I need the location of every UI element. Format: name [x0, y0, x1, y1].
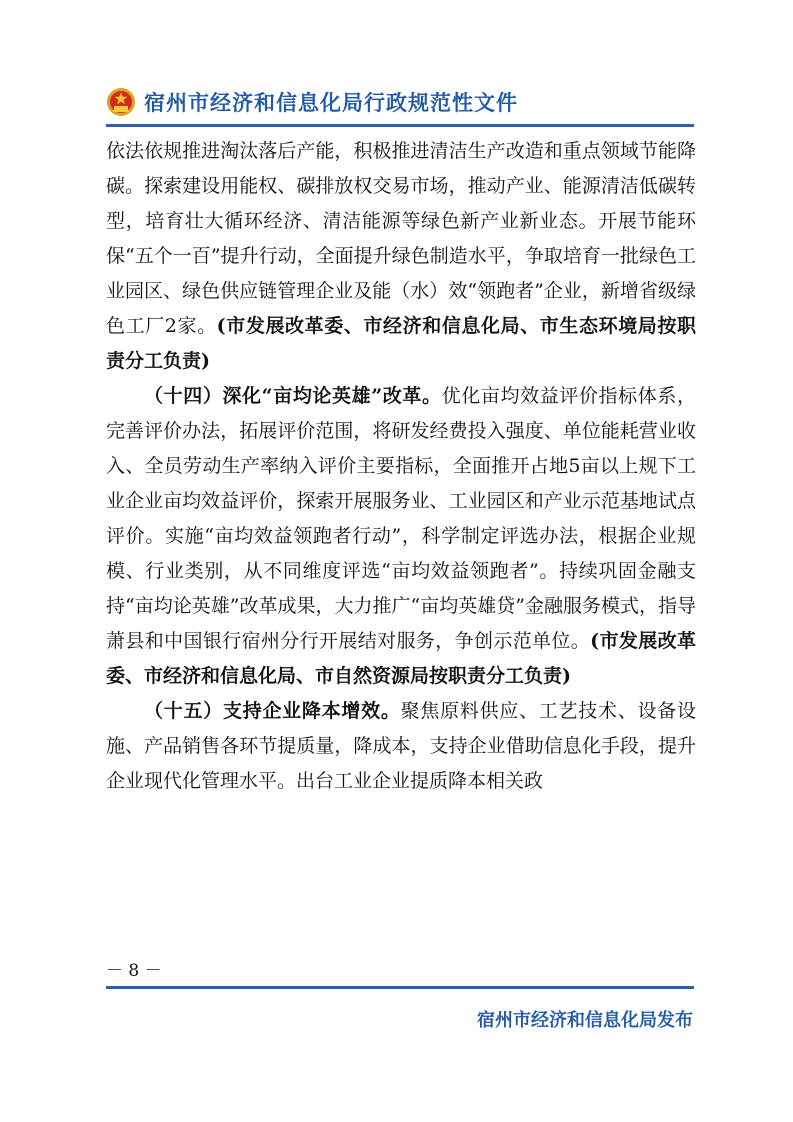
- header-divider: [106, 124, 694, 127]
- paragraph-1: [106, 134, 696, 379]
- page-header: [106, 84, 706, 120]
- paragraph-1-responsibility: (市发展改革委、市经济和信息化局、市生态环境局按职责分工负责): [106, 315, 696, 372]
- header-title: 宿州市经济和信息化局行政规范性文件: [144, 91, 518, 115]
- page-number: － 8 －: [106, 961, 162, 981]
- national-emblem-icon: [106, 87, 136, 117]
- paragraph-3: [106, 694, 696, 799]
- footer-divider: [106, 986, 694, 989]
- paragraph-2: [106, 379, 696, 694]
- document-body: [106, 134, 696, 799]
- footer-publisher: 宿州市经济和信息化局发布: [477, 1010, 693, 1031]
- section-15-heading: （十五）支持企业降本增效。: [144, 700, 401, 722]
- paragraph-3-text: 聚焦原料供应、工艺技术、设备设施、产品销售各环节提质量，降成本，支持企业借助信息化手段，提升企业现代化管理水平。出台工业企业提质降本相关政: [106, 700, 696, 792]
- section-14-heading: （十四）深化“亩均论英雄”改革。: [144, 385, 442, 407]
- paragraph-2-responsibility: (市发展改革委、市经济和信息化局、市自然资源局按职责分工负责): [106, 630, 696, 687]
- paragraph-1-text: 依法依规推进淘汰落后产能，积极推进清洁生产改造和重点领域节能降碳。探索建设用能权、碳排放权交易市场，推动产业、能源清洁低碳转型，培育壮大循环经济、清洁能源等绿色新产业新业态。开展节能环保“五个一百”提升行动，全面提升绿色制造水平，争取培育一批绿色工业园区、绿色供应链管理企业及能（水）效“领跑者”企业，新增省级绿色工厂2家。: [106, 140, 696, 337]
- paragraph-2-text: 优化亩均效益评价指标体系，完善评价办法，拓展评价范围，将研发经费投入强度、单位能耗营业收入、全员劳动生产率纳入评价主要指标，全面推开占地5亩以上规下工业企业亩均效益评价，探索开展服务业、工业园区和产业示范基地试点评价。实施“亩均效益领跑者行动”，科学制定评选办法，根据企业规模、行业类别，从不同维度评选“亩均效益领跑者”。持续巩固金融支持“亩均论英雄”改革成果，大力推广“亩均英雄贷”金融服务模式，指导萧县和中国银行宿州分行开展结对服务，争创示范单位。: [106, 385, 696, 652]
